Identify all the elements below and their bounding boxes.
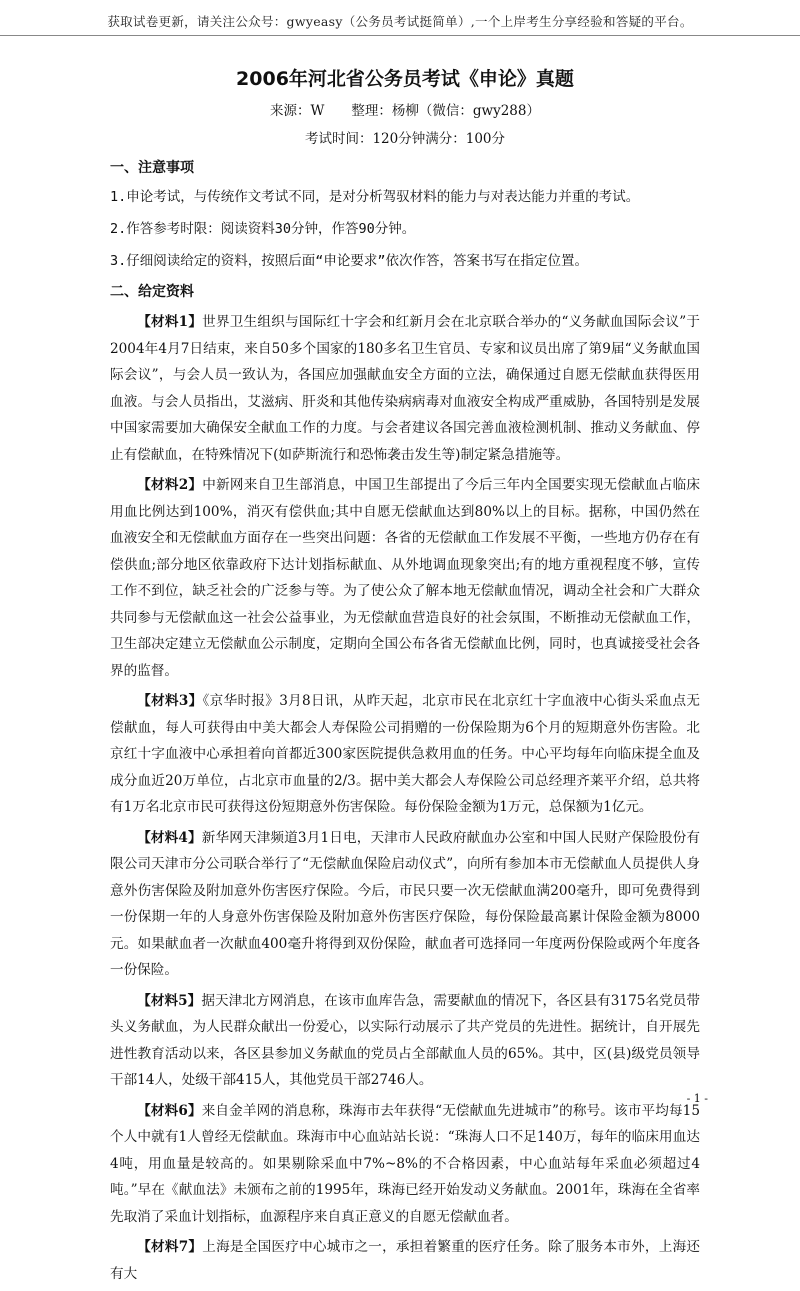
page-title: 2006年河北省公务员考试《申论》真题 bbox=[236, 68, 574, 90]
material-tag: 【材料6】 bbox=[137, 1102, 202, 1119]
material-text: 《京华时报》3月8日讯，从昨天起，北京市民在北京红十字血液中心街头采血点无偿献血，每人可获得由中美大都会人寿保险公司捐赠的一份保险期为6个月的短期意外伤害险。北京红十字血液中心承担着向首都近300家医院提供急救用血的任务。中心平均每年向临床提全血及成分血近20万单位，占北京市血量的2/3。据中美大都会人寿保险公司总经理齐莱平介绍，总共将有1万名北京市民可获得这份短期意外伤害保险。每份保险金额为1万元，总保额为1亿元。 bbox=[110, 693, 700, 815]
material-paragraph bbox=[110, 1234, 700, 1287]
material-text: 来自金羊网的消息称，珠海市去年获得“无偿献血先进城市”的称号。该市平均每15个人中就有1人曾经无偿献血。珠海市中心血站站长说：“珠海人口不足140万，每年的临床用血达4吨，用血量是较高的。如果剔除采血中7%~8%的不合格因素，中心血站每年采血必须超过4吨。”早在《献血法》未颁布之前的1995年，珠海已经开始发动义务献血。2001年，珠海在全省率先取消了采血计划指标，血源程序来自真正意义的自愿无偿献血者。 bbox=[110, 1102, 700, 1225]
section-heading-materials: 二、给定资料 bbox=[110, 284, 194, 300]
material-tag: 【材料5】 bbox=[137, 992, 202, 1009]
material-tag: 【材料7】 bbox=[137, 1239, 203, 1255]
material-text: 据天津北方网消息，在该市血库告急，需要献血的情况下，各区县有3175名党员带头义务献血，为人民群众献出一份爱心，以实际行动展示了共产党员的先进性。据统计，自开展先进性教育活动以来，各区县参加义务献血的党员占全部献血人员的65%。其中，区(县)级党员领导干部14人，处级干部415人，其他党员干部2746人。 bbox=[110, 992, 700, 1088]
material-paragraph bbox=[110, 688, 700, 821]
material-text: 世界卫生组织与国际红十字会和红新月会在北京联合举办的“义务献血国际会议”于2004年4月7日结束，来自50多个国家的180多名卫生官员、专家和议员出席了第9届“义务献血国际会议”，与会人员一致认为，各国应加强献血安全方面的立法，确保通过自愿无偿献血获得医用血液。与会人员指出，艾滋病、肝炎和其他传染病病毒对血液安全构成严重威胁，各国特别是发展中国家需要加大确保安全献血工作的力度。与会者建议各国完善血液检测机制、推动义务献血、停止有偿献血，在特殊情况下(如萨斯流行和恐怖袭击发生等)制定紧急措施等。 bbox=[110, 314, 700, 463]
top-banner bbox=[0, 0, 800, 36]
note-item: 1.申论考试，与传统作文考试不同，是对分析驾驭材料的能力与对表达能力并重的考试。 bbox=[110, 189, 640, 205]
material-tag: 【材料2】 bbox=[137, 477, 203, 493]
material-paragraph bbox=[110, 988, 700, 1094]
material-paragraph bbox=[110, 825, 700, 984]
material-text: 中新网来自卫生部消息，中国卫生部提出了今后三年内全国要实现无偿献血占临床用血比例达到100%，消灭有偿供血;其中自愿无偿献血达到80%以上的目标。据称，中国仍然在血液安全和无偿献血方面存在一些突出问题：各省的无偿献血工作发展不平衡，一些地方仍存在有偿供血;部分地区依靠政府下达计划指标献血、从外地调血现象突出;有的地方重视程度不够，宣传工作不到位，缺乏社会的广泛参与等。为了使公众了解本地无偿献血情况，调动全社会和广大群众共同参与无偿献血这一社会公益事业，为无偿献血营造良好的社会氛围，不断推动无偿献血工作，卫生部决定建立无偿献血公示制度，定期向全国公布各省无偿献血比例，同时，也真诚接受社会各界的监督。 bbox=[110, 477, 701, 679]
material-tag: 【材料1】 bbox=[137, 314, 203, 330]
banner-text: 获取试卷更新，请关注公众号：gwyeasy（公务员考试挺简单）,一个上岸考生分享经验和答疑的平台。 bbox=[107, 14, 693, 29]
page-number: - 1 - bbox=[686, 1092, 708, 1105]
material-text: 上海是全国医疗中心城市之一，承担着繁重的医疗任务。除了服务本市外，上海还有大 bbox=[110, 1239, 701, 1282]
material-paragraph bbox=[110, 309, 700, 468]
material-tag: 【材料4】 bbox=[137, 829, 202, 846]
section-heading-notes: 一、注意事项 bbox=[110, 160, 194, 176]
material-text: 新华网天津频道3月1日电，天津市人民政府献血办公室和中国人民财产保险股份有限公司天津市分公司联合举行了“无偿献血保险启动仪式”，向所有参加本市无偿献血人员提供人身意外伤害保险及附加意外伤害医疗保险。今后，市民只要一次无偿献血满200毫升，即可免费得到一份保期一年的人身意外伤害保险及附加意外伤害医疗保险，每份保险最高累计保险金额为8000元。如果献血者一次献血400毫升将得到双份保险，献血者可选择同一年度两份保险或两个年度各一份保险。 bbox=[110, 829, 700, 978]
material-paragraph bbox=[110, 472, 700, 684]
note-item: 3.仔细阅读给定的资料，按照后面“申论要求”依次作答，答案书写在指定位置。 bbox=[110, 253, 589, 269]
exam-time-line: 考试时间：120分钟满分：100分 bbox=[304, 131, 506, 147]
note-item: 2.作答参考时限：阅读资料30分钟，作答90分钟。 bbox=[110, 221, 416, 237]
material-paragraph bbox=[110, 1098, 700, 1231]
source-line: 来源：W 整理：杨柳（微信：gwy288） bbox=[270, 103, 540, 119]
document-body bbox=[110, 64, 700, 1291]
material-tag: 【材料3】 bbox=[137, 693, 203, 709]
